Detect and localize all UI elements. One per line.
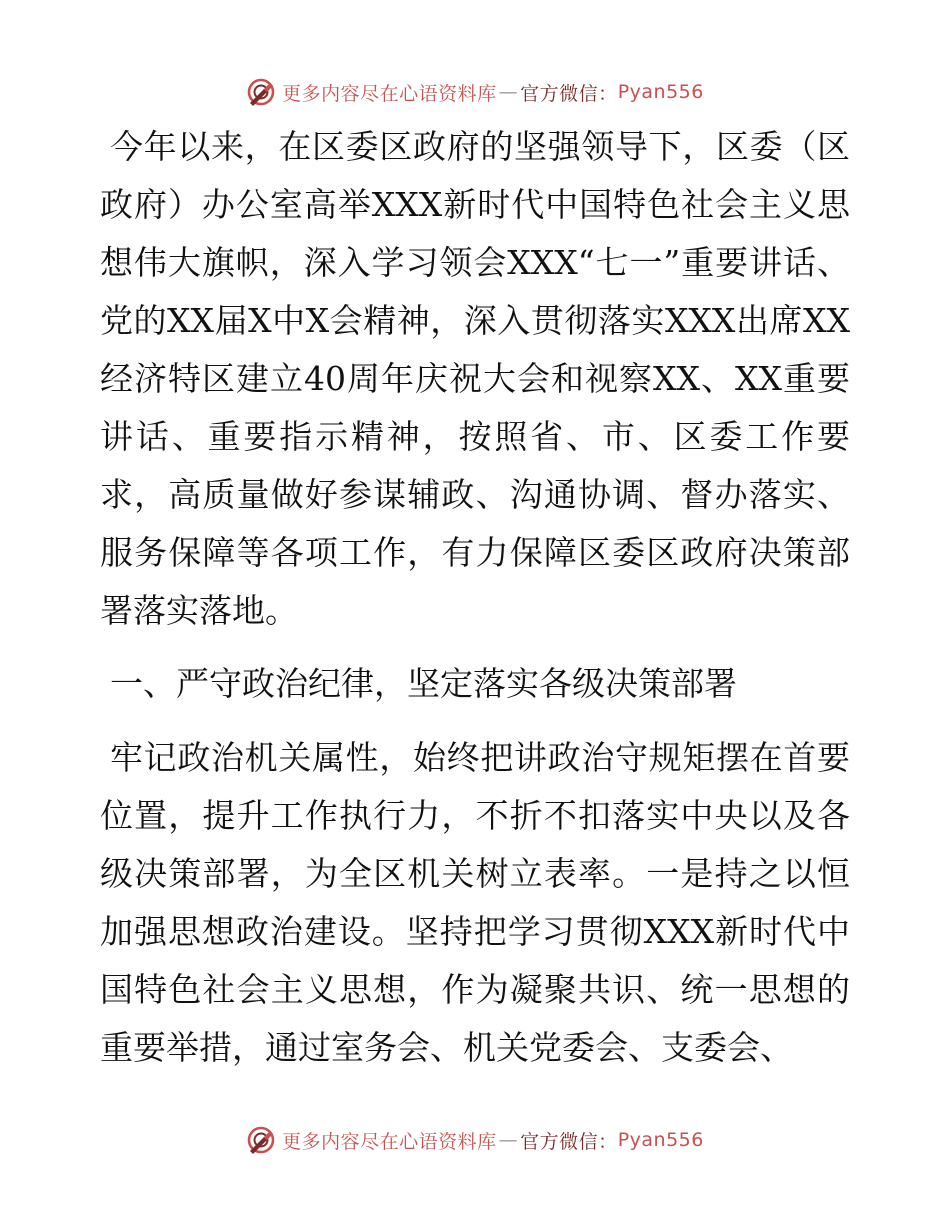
watermark-banner-bottom <box>0 1120 950 1160</box>
wechat-id: Pyan556 <box>617 1129 704 1151</box>
watermark-text: 更多内容尽在心语资料库 <box>282 1130 497 1153</box>
document-body <box>100 118 850 1077</box>
wechat-label: 官方微信： <box>520 1130 618 1153</box>
watermark-separator: — <box>498 81 519 103</box>
intro-paragraph: 今年以来，在区委区政府的坚强领导下，区委（区政府）办公室高举XXX新时代中国特色社会主义思想伟大旗帜，深入学习领会XXX“七一”重要讲话、党的XX届X中X会精神，深入贯彻落实XXX出席XX经济特区建立40周年庆祝大会和视察XX、XX重要讲话、重要指示精神，按照省、市、区委工作要求，高质量做好参谋辅政、沟通协调、督办落实、服务保障等各项工作，有力保障区委区政府决策部署落实落地。 <box>100 127 850 630</box>
wechat-label: 官方微信： <box>520 82 618 105</box>
section-heading: 一、严守政治纪律，坚定落实各级决策部署 <box>110 664 737 703</box>
watermark-banner-top <box>0 72 950 112</box>
pen-logo-icon <box>246 1125 276 1155</box>
watermark-text: 更多内容尽在心语资料库 <box>282 82 497 105</box>
section-paragraph: 牢记政治机关属性，始终把讲政治守规矩摆在首要位置，提升工作执行力，不折不扣落实中央以及各级决策部署，为全区机关树立表率。一是持之以恒加强思想政治建设。坚持把学习贯彻XXX新时代中国特色社会主义思想，作为凝聚共识、统一思想的重要举措，通过室务会、机关党委会、支委会、 <box>100 738 850 1067</box>
pen-logo-icon <box>246 77 276 107</box>
wechat-id: Pyan556 <box>617 81 704 103</box>
watermark-separator: — <box>498 1129 519 1151</box>
